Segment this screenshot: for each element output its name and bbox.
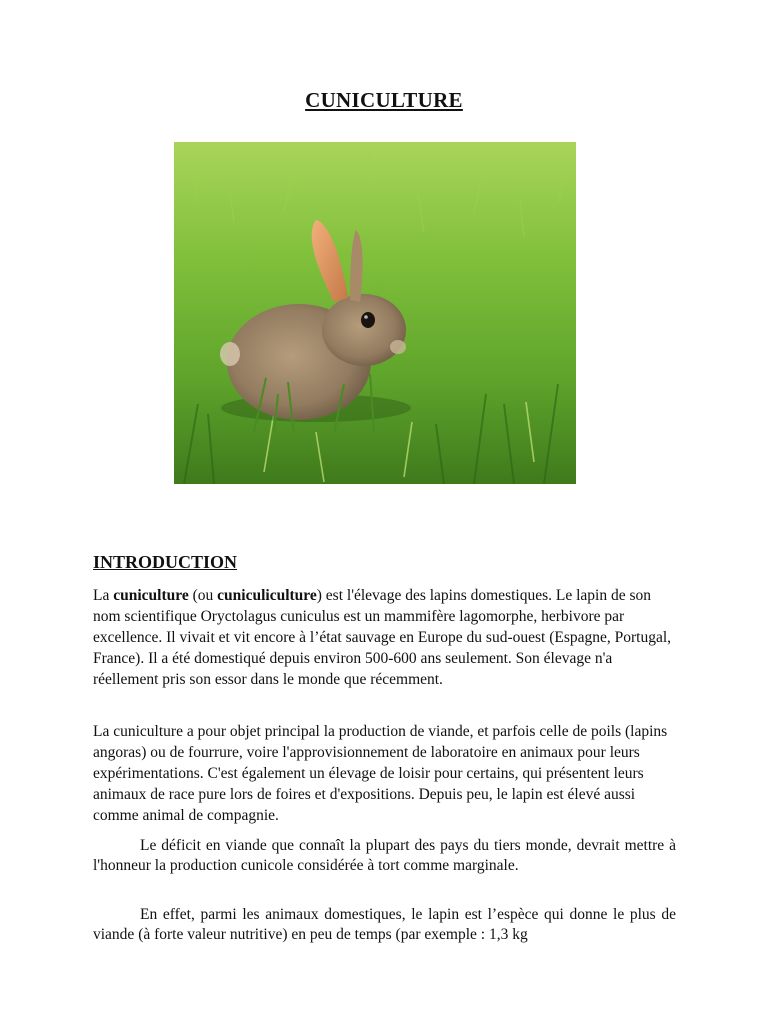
paragraph-1: La cuniculture (ou cuniculiculture) est l'élevage des lapins domestiques. Le lapin de son nom scientifique Oryctolagus cuniculus est un mammifère lagomorphe, herbivore par excellence. Il vivait et vit encore à l’état sauvage en Europe du sud-ouest (Espagne, Portugal, France). Il a été domestiqué depuis environ 500-600 ans seulement. Son élevage n'a réellement pris son essor dans le monde que récemment. xyxy=(93,587,672,688)
paragraph-4: En effet, parmi les animaux domestiques, le lapin est l’espèce qui donne le plus de viande (à forte valeur nutritive) en peu de temps (par exemple : 1,3 kg xyxy=(93,906,676,943)
paragraph-2: La cuniculture a pour objet principal la production de viande, et parfois celle de poils (lapins angoras) ou de fourrure, voire l'approvisionnement de laboratoire en animaux pour leurs expérimentations. C'est également un élevage de loisir pour certains, qui présentent leurs animaux de race pure lors de foires et d'expositions. Depuis peu, le lapin est élevé aussi comme animal de compagnie. xyxy=(93,723,668,824)
document-title: CUNICULTURE xyxy=(305,88,463,112)
paragraph-3: Le déficit en viande que connaît la plupart des pays du tiers monde, devrait mettre à l'honneur la production cunicole considérée à tort comme marginale. xyxy=(93,837,676,874)
rabbit-photo xyxy=(174,142,576,484)
section-heading-introduction: INTRODUCTION xyxy=(93,552,238,572)
